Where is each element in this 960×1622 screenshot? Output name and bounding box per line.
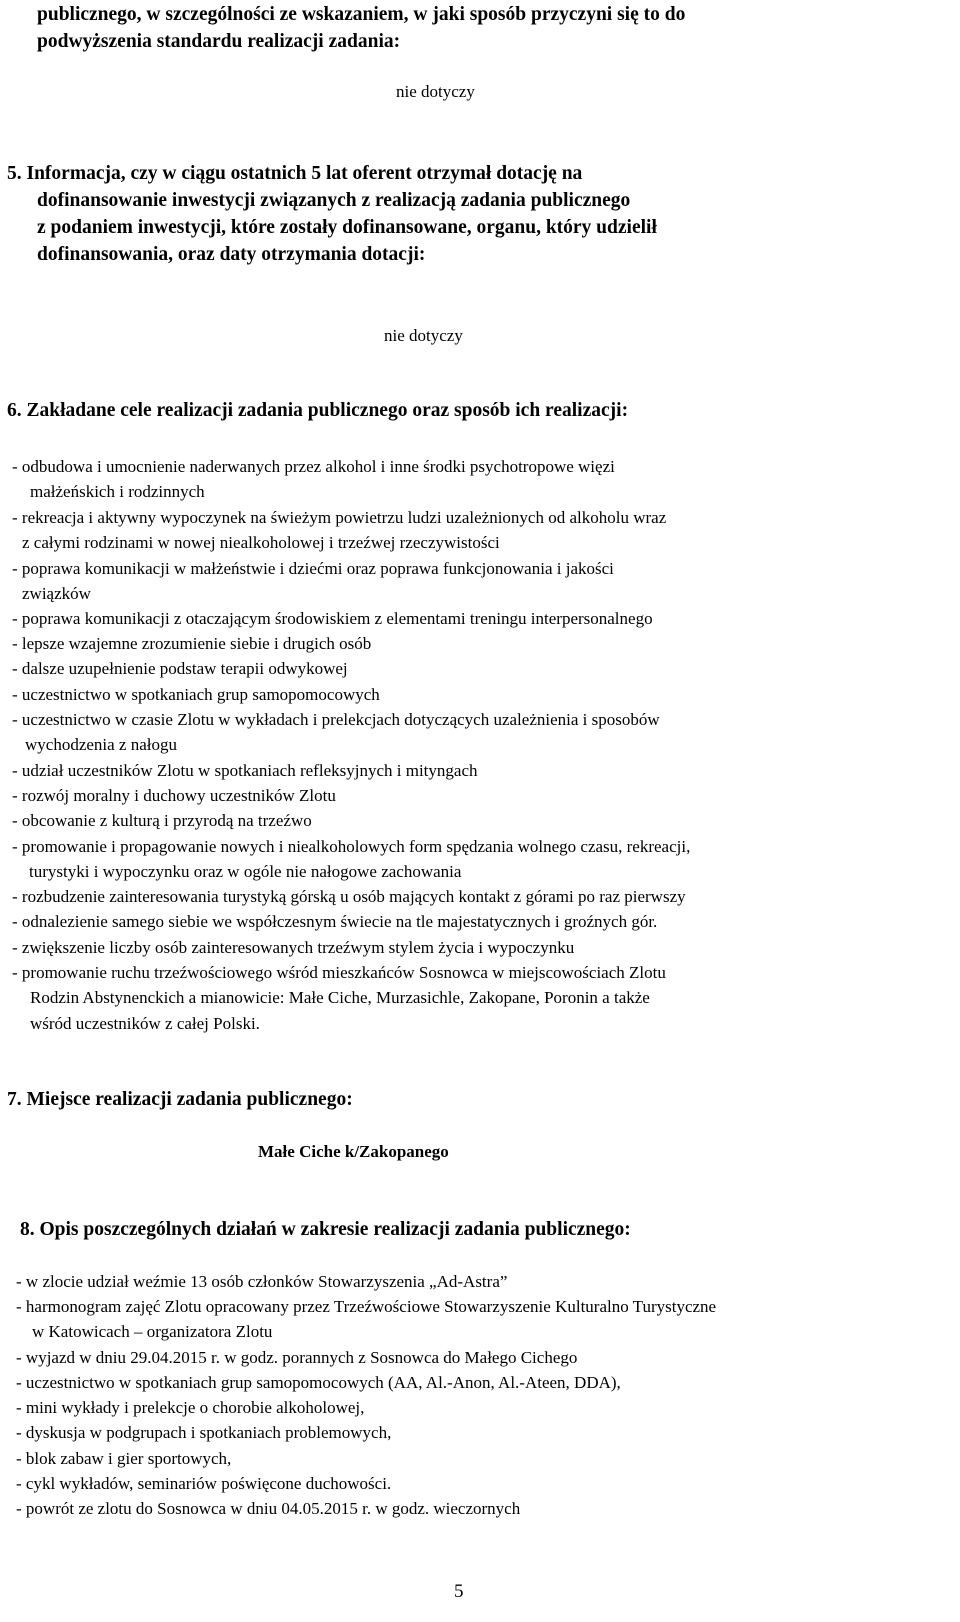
section6-item: - rekreacja i aktywny wypoczynek na świeżym powietrzu ludzi uzależnionych od alkoholu wraz [12, 508, 667, 527]
section6-item: - poprawa komunikacji w małżeństwie i dziećmi oraz poprawa funkcjonowania i jakości [12, 559, 614, 578]
section6-item: - odnalezienie samego siebie we współczesnym świecie na tle majestatycznych i groźnych gór. [12, 912, 658, 931]
section6-item: turystyki i wypoczynku oraz w ogóle nie nałogowe zachowania [29, 862, 462, 881]
section8-item: - blok zabaw i gier sportowych, [16, 1449, 232, 1468]
section8-item: - uczestnictwo w spotkaniach grup samopomocowych (AA, Al.-Anon, Al.-Ateen, DDA), [16, 1373, 621, 1392]
section7-place: Małe Ciche k/Zakopanego [258, 1142, 449, 1161]
section6-item: małżeńskich i rodzinnych [30, 482, 205, 501]
section5-line-3: z podaniem inwestycji, które zostały dofinansowane, organu, który udzielił [37, 217, 657, 238]
intro-answer: nie dotyczy [396, 82, 475, 101]
section6-item: - promowanie ruchu trzeźwościowego wśród mieszkańców Sosnowca w miejscowościach Zlotu [12, 963, 666, 982]
section6-item: - poprawa komunikacji z otaczającym środowiskiem z elementami treningu interpersonalnego [12, 609, 653, 628]
section8-item: - w zlocie udział weźmie 13 osób członków Stowarzyszenia „Ad-Astra” [16, 1272, 508, 1291]
section5-answer: nie dotyczy [384, 326, 463, 345]
section5-line-4: dofinansowania, oraz daty otrzymania dotacji: [37, 244, 426, 265]
section6-item: - promowanie i propagowanie nowych i niealkoholowych form spędzania wolnego czasu, rekreacji, [12, 837, 691, 856]
section6-item: - lepsze wzajemne zrozumienie siebie i drugich osób [12, 634, 372, 653]
intro-line-1: publicznego, w szczególności ze wskazaniem, w jaki sposób przyczyni się to do [37, 4, 686, 25]
section6-item: - obcowanie z kulturą i przyrodą na trzeźwo [12, 811, 312, 830]
section5-line-2: dofinansowanie inwestycji związanych z realizacją zadania publicznego [37, 190, 631, 211]
section8-item: w Katowicach – organizatora Zlotu [32, 1322, 273, 1341]
section6-item: wśród uczestników z całej Polski. [30, 1014, 260, 1033]
section6-item: wychodzenia z nałogu [25, 735, 177, 754]
page-number: 5 [454, 1581, 464, 1602]
intro-line-2: podwyższenia standardu realizacji zadania: [37, 31, 401, 52]
section6-item: z całymi rodzinami w nowej niealkoholowej i trzeźwej rzeczywistości [22, 533, 500, 552]
section6-item: Rodzin Abstynenckich a mianowicie: Małe Ciche, Murzasichle, Zakopane, Poronin a także [30, 988, 650, 1007]
section8-item: - harmonogram zajęć Zlotu opracowany przez Trzeźwościowe Stowarzyszenie Kulturalno Turystyczne [16, 1297, 717, 1316]
section6-item: - uczestnictwo w spotkaniach grup samopomocowych [12, 685, 380, 704]
section8-heading: 8. Opis poszczególnych działań w zakresie realizacji zadania publicznego: [20, 1219, 631, 1240]
section8-item: - mini wykłady i prelekcje o chorobie alkoholowej, [16, 1398, 365, 1417]
section6-item: - odbudowa i umocnienie naderwanych przez alkohol i inne środki psychotropowe więzi [12, 457, 615, 476]
section8-item: - powrót ze zlotu do Sosnowca w dniu 04.05.2015 r. w godz. wieczornych [16, 1499, 521, 1518]
section6-item: - udział uczestników Zlotu w spotkaniach refleksyjnych i mityngach [12, 761, 478, 780]
section6-item: - zwiększenie liczby osób zainteresowanych trzeźwym stylem życia i wypoczynku [12, 938, 575, 957]
section7-heading: 7. Miejsce realizacji zadania publicznego: [7, 1089, 353, 1110]
section6-item: - uczestnictwo w czasie Zlotu w wykładach i prelekcjach dotyczących uzależnienia i sposobów [12, 710, 660, 729]
section6-item: - rozbudzenie zainteresowania turystyką górską u osób mających kontakt z górami po raz pierwszy [12, 887, 686, 906]
section6-item: związków [22, 584, 91, 603]
section6-heading: 6. Zakładane cele realizacji zadania publicznego oraz sposób ich realizacji: [7, 400, 629, 421]
section6-item: - dalsze uzupełnienie podstaw terapii odwykowej [12, 659, 348, 678]
section6-item: - rozwój moralny i duchowy uczestników Zlotu [12, 786, 336, 805]
section8-item: - cykl wykładów, seminariów poświęcone duchowości. [16, 1474, 392, 1493]
section8-item: - wyjazd w dniu 29.04.2015 r. w godz. porannych z Sosnowca do Małego Cichego [16, 1348, 578, 1367]
section5-line-1: 5. Informacja, czy w ciągu ostatnich 5 lat oferent otrzymał dotację na [7, 163, 583, 184]
section8-item: - dyskusja w podgrupach i spotkaniach problemowych, [16, 1423, 392, 1442]
